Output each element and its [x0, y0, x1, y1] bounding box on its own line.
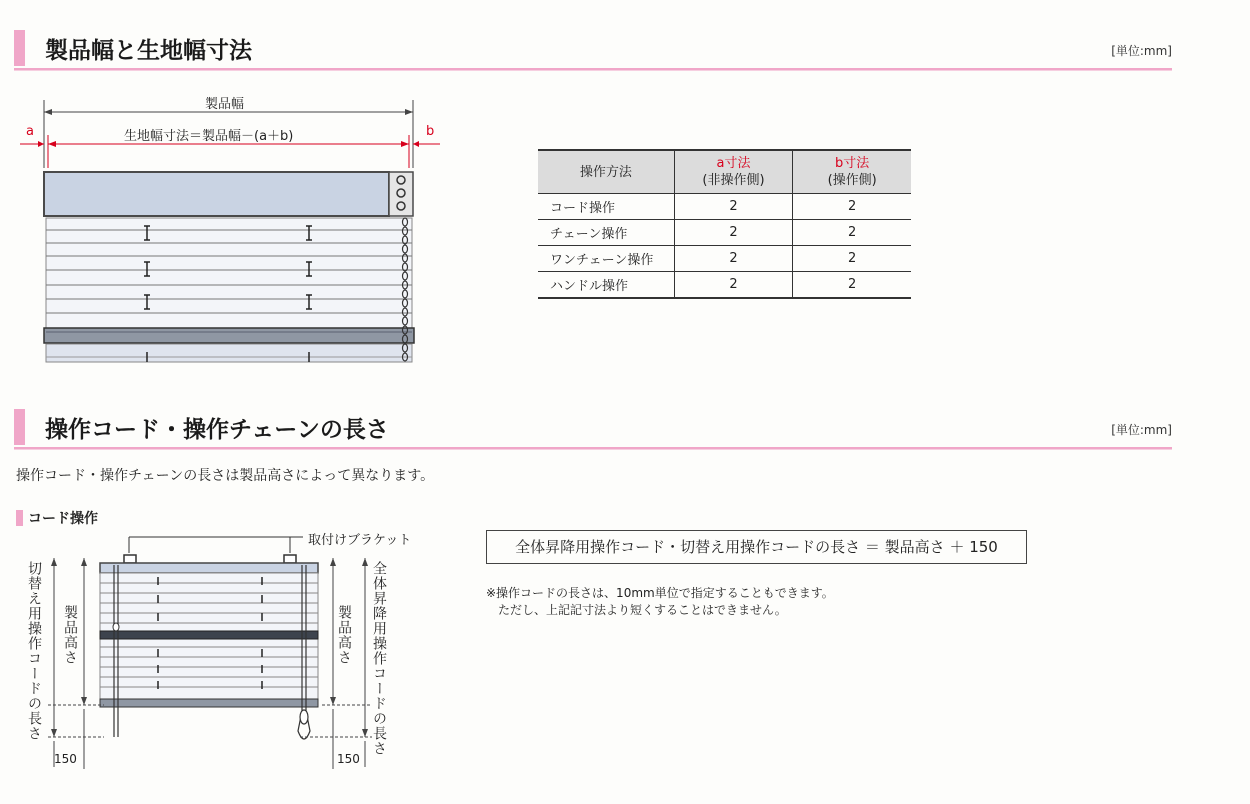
table-row [538, 220, 911, 246]
blind-front-view [0, 80, 470, 370]
dimension-table [538, 149, 911, 299]
table-header-row [538, 150, 911, 194]
width-diagram [0, 80, 470, 370]
row-method: ワンチェーン操作 [538, 246, 674, 272]
row-b-value: 2 [793, 194, 911, 220]
row-method: ハンドル操作 [538, 272, 674, 299]
dimension-150-left: 150 [54, 752, 77, 766]
header-a: a寸法 (非操作側) [674, 150, 793, 194]
right-cord-length-label: 全体昇降用操作コードの長さ [371, 561, 387, 756]
product-width-label: 製品幅 [205, 97, 245, 112]
table-row [538, 194, 911, 220]
row-a-value: 2 [674, 220, 793, 246]
note-line-1: ※操作コードの長さは、10mm単位で指定することもできます。 [486, 586, 834, 600]
bracket-label: 取付けブラケット [308, 533, 412, 548]
section-title: 操作コード・操作チェーンの長さ [45, 417, 389, 443]
header-method: 操作方法 [538, 150, 674, 194]
left-cord-length-label: 切替え用操作コードの長さ [26, 561, 42, 741]
row-a-value: 2 [674, 272, 793, 299]
section-title: 製品幅と生地幅寸法 [45, 38, 252, 64]
header-b: b寸法 (操作側) [793, 150, 911, 194]
row-method: コード操作 [538, 194, 674, 220]
row-b-value: 2 [793, 246, 911, 272]
left-product-height-label: 製品高さ [62, 605, 78, 665]
row-b-value: 2 [793, 220, 911, 246]
table-row [538, 272, 911, 299]
section-header-cord-length [14, 409, 1172, 449]
row-a-value: 2 [674, 246, 793, 272]
unit-label: [単位:mm] [1111, 44, 1172, 58]
cord-intro-text: 操作コード・操作チェーンの長さは製品高さによって異なります。 [16, 468, 435, 484]
section-header-width [14, 30, 1172, 70]
row-method: チェーン操作 [538, 220, 674, 246]
section-accent-bar [14, 30, 25, 66]
dimension-b-label: b [426, 124, 435, 139]
unit-label: [単位:mm] [1111, 423, 1172, 437]
row-a-value: 2 [674, 194, 793, 220]
row-b-value: 2 [793, 272, 911, 299]
cord-diagram [0, 525, 440, 775]
fabric-width-formula: 生地幅寸法＝製品幅－(a＋b) [124, 129, 294, 144]
subheading-accent [16, 510, 23, 526]
section-accent-bar [14, 409, 25, 445]
dimension-a-label: a [26, 124, 34, 139]
cord-length-formula: 全体昇降用操作コード・切替え用操作コードの長さ ＝ 製品高さ ＋ 150 [486, 530, 1027, 564]
note-line-2: ただし、上記記寸法より短くすることはできません。 [498, 603, 787, 617]
right-product-height-label: 製品高さ [336, 605, 352, 665]
dimension-150-right: 150 [337, 752, 360, 766]
table-row [538, 246, 911, 272]
